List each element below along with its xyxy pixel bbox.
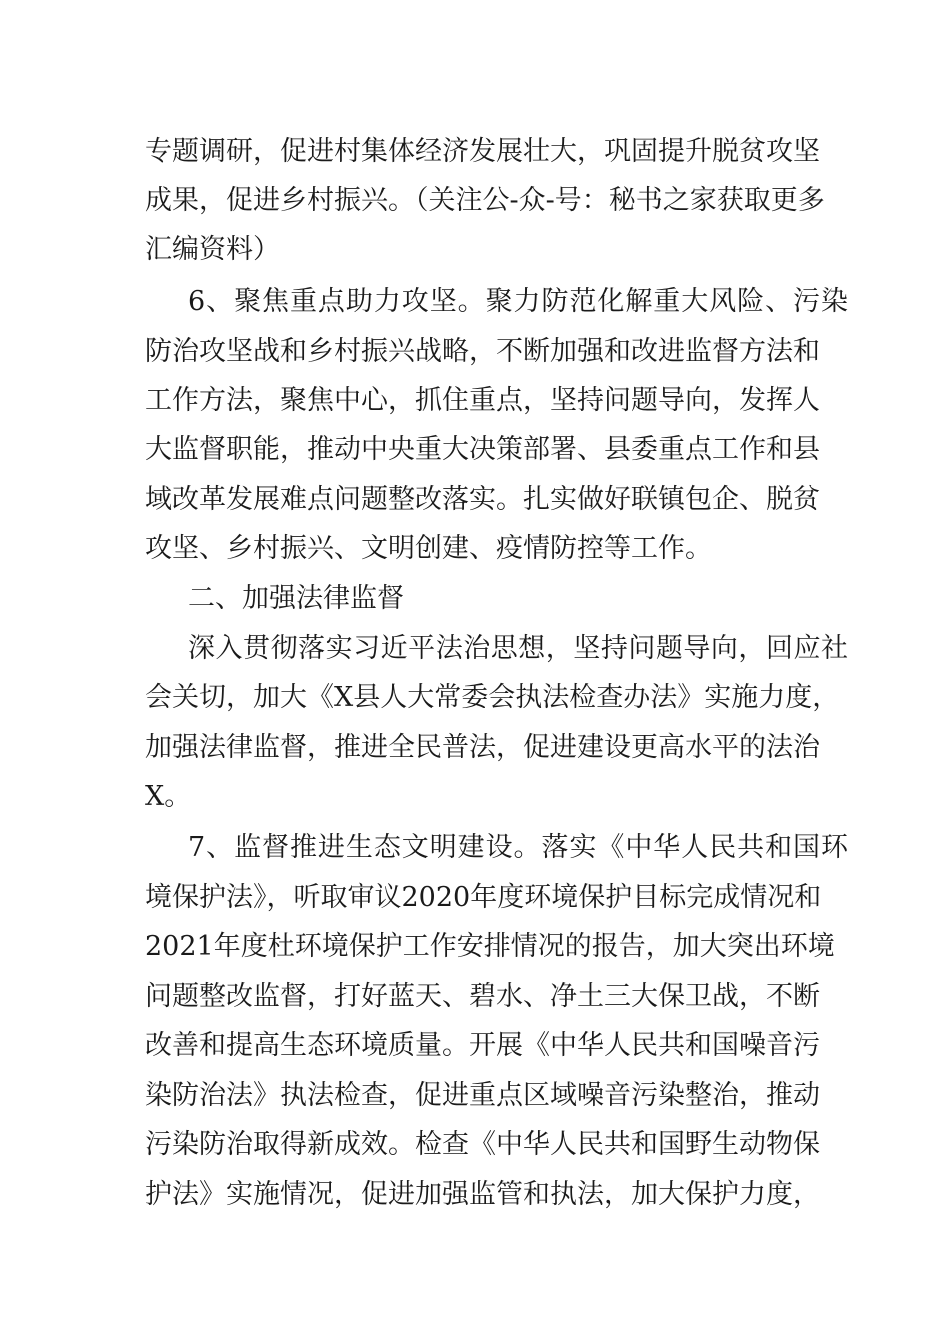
paragraph-line: 会关切，加大《X县人大常委会执法检查办法》实施力度，	[145, 682, 840, 713]
paragraph-line: 汇编资料）	[145, 234, 280, 265]
paragraph-line: 加强法律监督，推进全民普法，促进建设更高水平的法治	[145, 732, 820, 763]
paragraph-line: 工作方法，聚焦中心，抓住重点，坚持问题导向，发挥人	[145, 385, 820, 416]
paragraph-line: 染防治法》执法检查，促进重点区域噪音污染整治，推动	[145, 1080, 820, 1111]
paragraph-line: 7、监督推进生态文明建设。落实《中华人民共和国环	[188, 832, 848, 863]
paragraph-line: 改善和提高生态环境质量。开展《中华人民共和国噪音污	[145, 1030, 820, 1061]
paragraph-line: X。	[145, 781, 192, 812]
paragraph-line: 深入贯彻落实习近平法治思想，坚持问题导向，回应社	[188, 633, 848, 664]
paragraph-line: 大监督职能，推动中央重大决策部署、县委重点工作和县	[145, 434, 820, 465]
section-heading: 二、加强法律监督	[188, 583, 404, 614]
paragraph-line: 问题整改监督，打好蓝天、碧水、净土三大保卫战，不断	[145, 981, 820, 1012]
paragraph-line: 专题调研，促进村集体经济发展壮大，巩固提升脱贫攻坚	[145, 136, 820, 167]
paragraph-line: 攻坚、乡村振兴、文明创建、疫情防控等工作。	[145, 533, 712, 564]
paragraph-line: 污染防治取得新成效。检查《中华人民共和国野生动物保	[145, 1129, 820, 1160]
paragraph-line: 6、聚焦重点助力攻坚。聚力防范化解重大风险、污染	[188, 286, 848, 317]
paragraph-line: 境保护法》，听取审议2020年度环境保护目标完成情况和	[145, 882, 822, 913]
paragraph-line: 2021年度杜环境保护工作安排情况的报告，加大突出环境	[145, 931, 835, 962]
paragraph-line: 护法》实施情况，促进加强监管和执法，加大保护力度，	[145, 1179, 820, 1210]
paragraph-line: 域改革发展难点问题整改落实。扎实做好联镇包企、脱贫	[145, 484, 820, 515]
paragraph-line: 防治攻坚战和乡村振兴战略，不断加强和改进监督方法和	[145, 336, 820, 367]
paragraph-line: 成果，促进乡村振兴。（关注公-众-号：秘书之家获取更多	[145, 185, 825, 216]
